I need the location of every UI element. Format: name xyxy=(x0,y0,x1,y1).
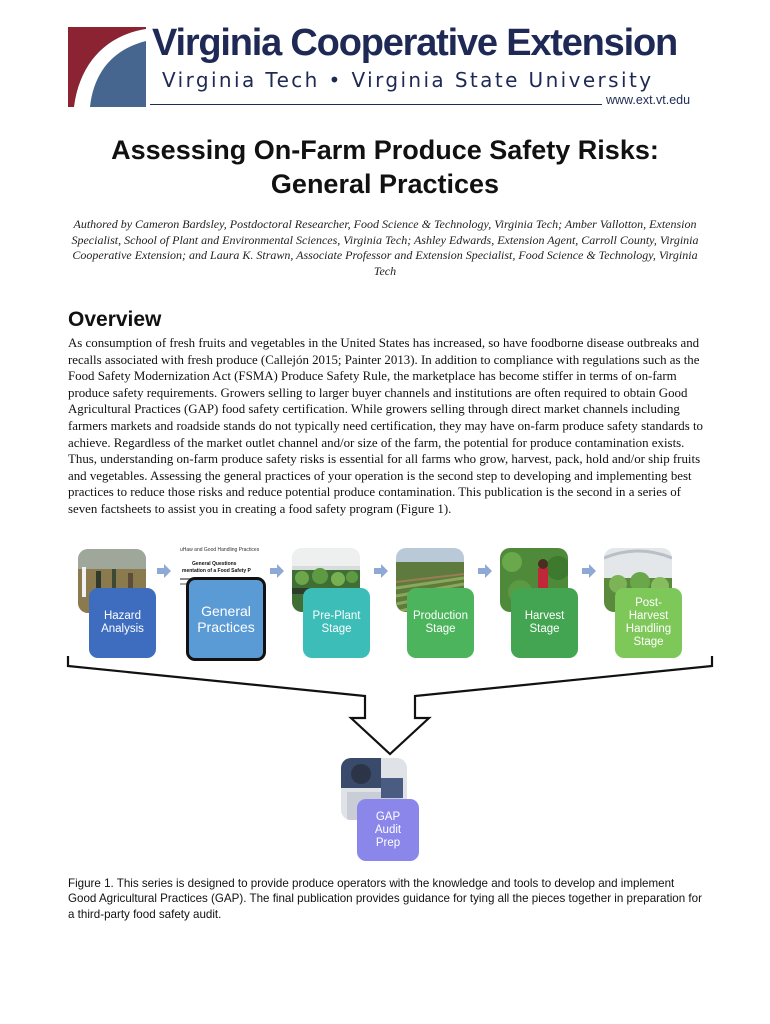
header-rule xyxy=(150,104,602,105)
arrow-right-icon xyxy=(157,564,171,578)
stage-label: Hazard Analysis xyxy=(101,610,144,635)
stage-gap-audit-prep xyxy=(357,799,419,861)
stage-general-practices xyxy=(186,577,266,661)
arrow-right-icon xyxy=(374,564,388,578)
stage-label: Harvest Stage xyxy=(524,610,565,635)
vce-logo-mark xyxy=(68,27,146,107)
stage-label: Production Stage xyxy=(413,610,468,635)
overview-paragraph: As consumption of fresh fruits and vegetables in the United States has increased, so have foodborne disease outbreaks and recalls associated with fresh produce (Callejón 2015; Painter 2013). In addition to compliance with regulations such as the Food Safety Modernization Act (FSMA) Produce Safety Rule, the marketplace has become stiffer in terms of on-farm produce safety requirements. Growers selling to larger buyer channels and institutions are often required to obtain Good Agricultural Practices (GAP) food safety certification. While growers selling through direct market channels including farmers markets and roadside stands do not typically need certification, they may have on-farm produce safety standards to achieve. Regardless of the market outlet channel and/or size of the farm, the potential for produce contamination exists. Thus, understanding on-farm produce safety risks is essential for all farms who grow, harvest, pack, hold and/or ship fruits and vegetables. Assessing the general practices of your operation is the second step to developing and implementing best practices to reduce those risks and reduce potential produce contamination. This publication is the second in a series of seven factsheets to assist you in creating a food safety program (Figure 1). xyxy=(68,336,704,516)
stage-label: GAP Audit Prep xyxy=(374,810,402,849)
stage-post-harvest xyxy=(615,588,682,658)
stage-label: Post- Harvest Handling Stage xyxy=(625,597,672,648)
org-url-link[interactable]: www.ext.vt.edu xyxy=(606,93,691,107)
document-title xyxy=(40,133,730,201)
stage-hazard-analysis xyxy=(89,588,156,658)
excerpt-heading-2: mentation of a Food Safety P xyxy=(182,568,251,574)
funnel-bracket-arrow xyxy=(60,650,720,760)
stage-pre-plant xyxy=(303,588,370,658)
arrow-right-icon xyxy=(478,564,492,578)
stage-production xyxy=(407,588,474,658)
overview-heading: Overview xyxy=(68,308,162,331)
arrow-right-icon xyxy=(582,564,596,578)
author-byline: Authored by Cameron Bardsley, Postdoctoral Researcher, Food Science & Technology, Virginia Tech; Amber Vallotton, Extension Specialist, School of Plant and Environmental Sciences, Virginia Tech; Ashley Edwards, Extension Agent, Carroll County, Virginia Cooperative Extension; and Laura K. Strawn, Associate Professor and Extension Specialist, Food Science & Technology, Virginia Tech xyxy=(71,217,699,278)
figure-caption: Figure 1. This series is designed to provide produce operators with the knowledge and tools to develop and implement Good Agricultural Practices (GAP). The final publication provides guidance for tying all the pieces together in preparation for a third-party food safety audit. xyxy=(68,877,702,921)
org-subtitle: Virginia Tech • Virginia State University xyxy=(162,68,654,92)
stage-label: General Practices xyxy=(197,603,255,635)
title-line-1: Assessing On-Farm Produce Safety Risks: xyxy=(111,135,659,165)
arrow-right-icon xyxy=(270,564,284,578)
excerpt-top-line: uHaw and Good Handling Practices xyxy=(180,547,260,553)
org-name: Virginia Cooperative Extension xyxy=(152,22,678,64)
stage-harvest xyxy=(511,588,578,658)
title-line-2: General Practices xyxy=(270,169,500,199)
excerpt-heading-1: General Questions xyxy=(192,561,237,567)
stage-label: Pre-Plant Stage xyxy=(312,610,361,635)
